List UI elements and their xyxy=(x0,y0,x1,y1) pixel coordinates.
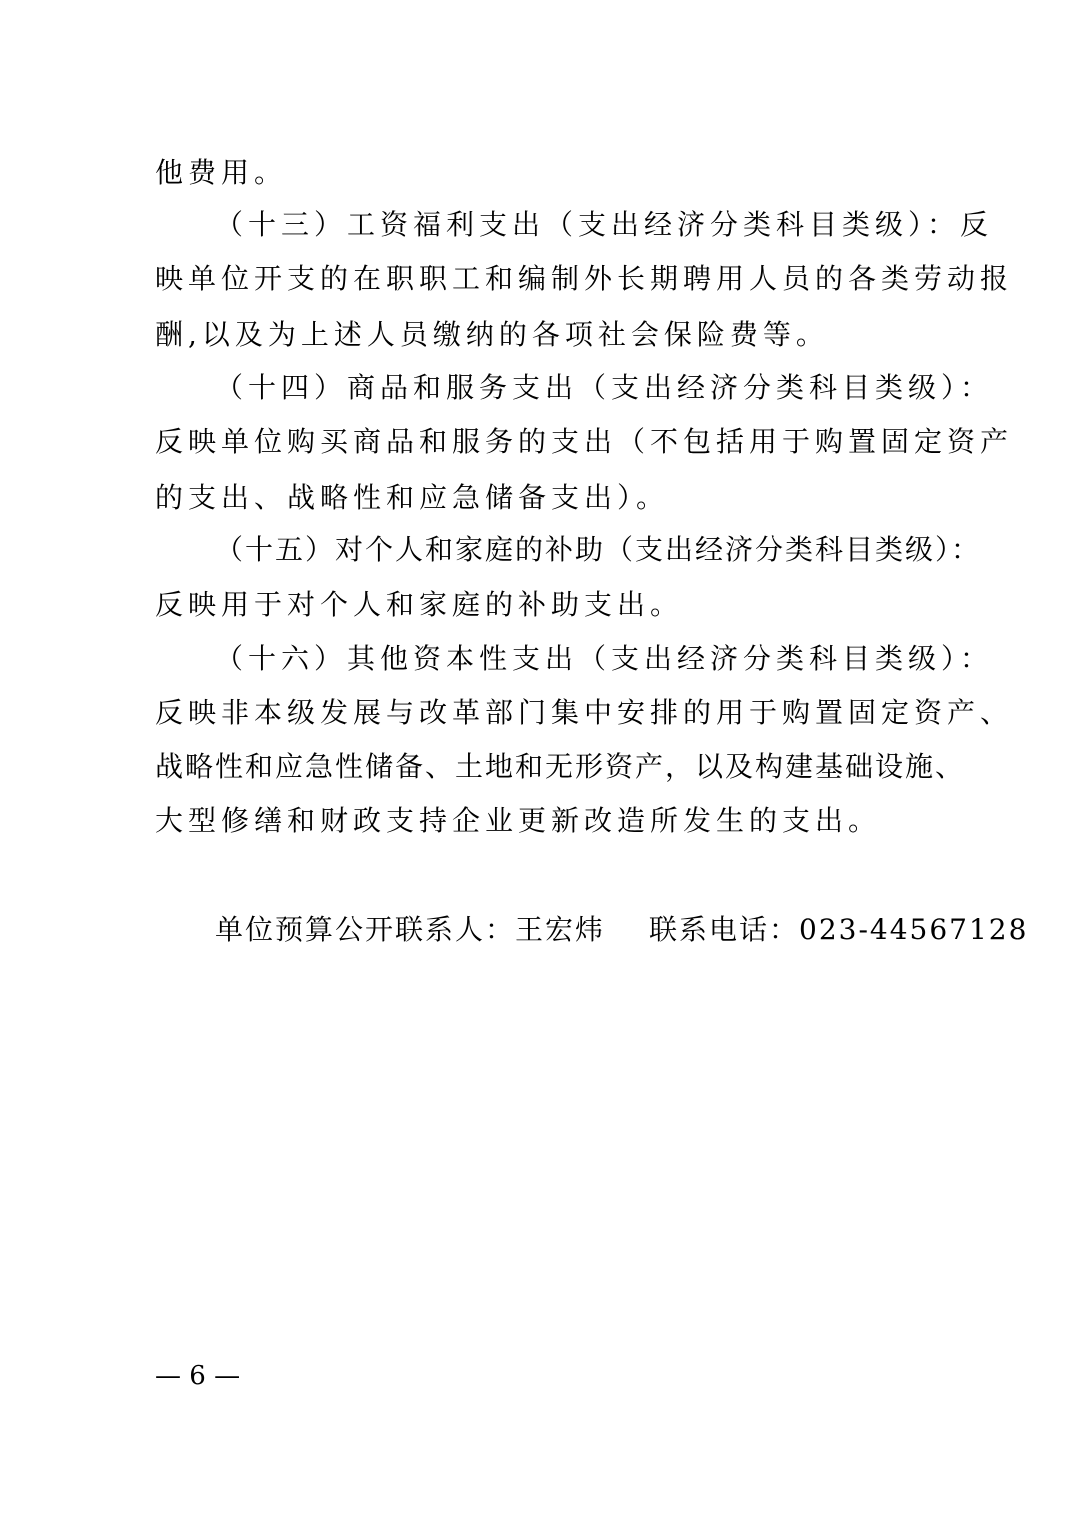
text-line: 反映单位购买商品和服务的支出（不包括用于购置固定资产 xyxy=(155,425,1014,458)
contact-info xyxy=(215,910,1029,950)
text-line: 反映非本级发展与改革部门集中安排的用于购置固定资产、 xyxy=(155,696,1014,729)
contact-phone: 联系电话：023-44567128 xyxy=(649,913,1029,946)
section-heading-13: （十三）工资福利支出（支出经济分类科目类级）：反 xyxy=(215,208,994,241)
text-line: 酬,以及为上述人员缴纳的各项社会保险费等。 xyxy=(155,318,829,351)
text-line: 战略性和应急性储备、土地和无形资产，以及构建基础设施、 xyxy=(155,750,966,783)
text-line: 大型修缮和财政支持企业更新改造所发生的支出。 xyxy=(155,804,882,837)
text-line: 反映用于对个人和家庭的补助支出。 xyxy=(155,588,684,621)
page-number: — 6 — xyxy=(155,1361,241,1391)
section-heading-15: （十五）对个人和家庭的补助（支出经济分类科目类级）： xyxy=(215,533,982,566)
contact-person: 单位预算公开联系人：王宏炜 xyxy=(215,913,606,946)
section-heading-16: （十六）其他资本性支出（支出经济分类科目类级）： xyxy=(215,642,994,675)
text-line: 他费用。 xyxy=(155,156,288,189)
section-heading-14: （十四）商品和服务支出（支出经济分类科目类级）： xyxy=(215,371,994,404)
text-line: 的支出、战略性和应急储备支出）。 xyxy=(155,481,670,514)
text-line: 映单位开支的在职职工和编制外长期聘用人员的各类劳动报 xyxy=(155,262,1014,295)
